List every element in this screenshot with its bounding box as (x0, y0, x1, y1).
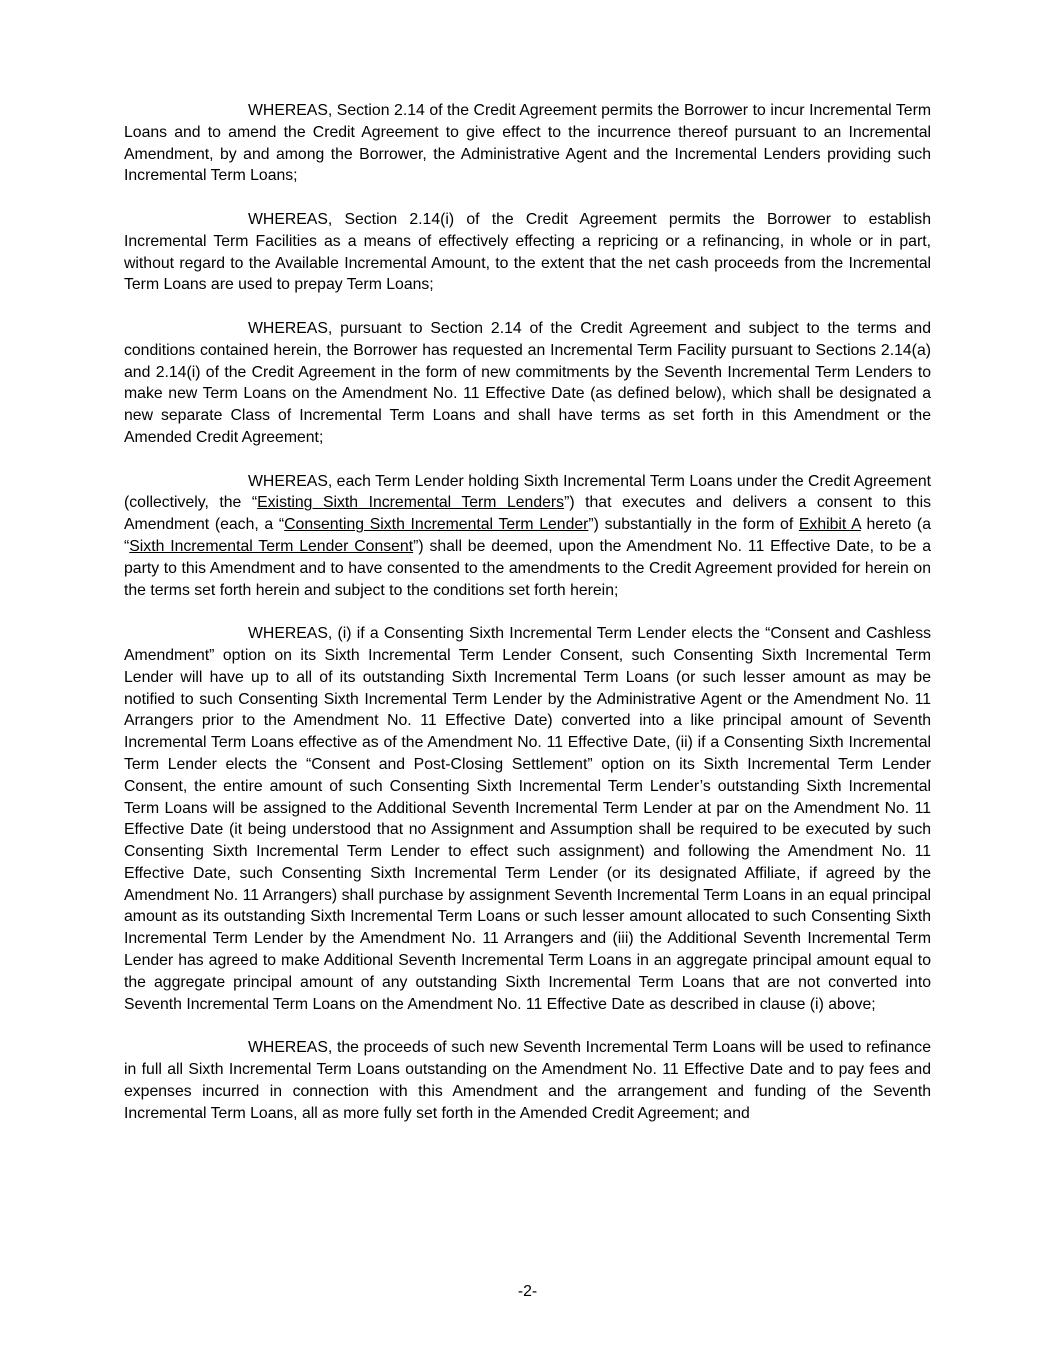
defined-term-consenting-lender: Consenting Sixth Incremental Term Lender (284, 516, 589, 534)
defined-term-lender-consent: Sixth Incremental Term Lender Consent (129, 537, 414, 555)
exhibit-reference: Exhibit A (798, 516, 861, 534)
text-segment: ”) that executes and delivers a consent to this Amendment (each, a “ (124, 494, 931, 534)
page-number: -2- (517, 1283, 538, 1300)
text-segment: WHEREAS, each Term Lender holding Sixth Incremental Term Loans under the Credit Agreement (collectively, the “ (124, 472, 931, 512)
text-segment: hereto (a “ (124, 516, 931, 555)
text-segment: ”) substantially in the form of (588, 516, 799, 534)
paragraph-conversion-options: WHEREAS, (i) if a Consenting Sixth Incremental Term Lender elects the “Consent and Cashless Amendment” option on its Sixth Incremental Term Lender Consent, such Consenting Sixth Incremental Term Lender will have up to all of its outstanding Sixth Incremental Term Loans (or such lesser amount as may be notified to such Consenting Sixth Incremental Term Lender by the Administrative Agent or the Amendment No. 11 Arrangers prior to the Amendment No. 11 Effective Date) converted into a like principal amount of Seventh Incremental Term Loans effective as of the Amendment No. 11 Effective Date, (ii) if a Consenting Sixth Incremental Term Lender elects the “Consent and Post-Closing Settlement” option on its Sixth Incremental Term Lender Consent, the entire amount of such Consenting Sixth Incremental Term Lender’s outstanding Sixth Incremental Term Loans will be assigned to the Additional Seventh Incremental Term Lender at par on the Amendment No. 11 Effective Date (it being understood that no Assignment and Assumption shall be required to be executed by such Consenting Sixth Incremental Term Lender to effect such assignment) and following the Amendment No. 11 Effective Date, such Consenting Sixth Incremental Term Lender (or its designated Affiliate, if agreed by the Amendment No. 11 Arrangers) shall purchase by assignment Seventh Incremental Term Loans in an equal principal amount as its outstanding Sixth Incremental Term Loans or such lesser amount allocated to such Consenting Sixth Incremental Term Lender by the Amendment No. 11 Arrangers and (iii) the Additional Seventh Incremental Term Lender has agreed to make Additional Seventh Incremental Term Loans in an aggregate principal amount equal to the aggregate principal amount of any outstanding Sixth Incremental Term Loans that are not converted into Seventh Incremental Term Loans on the Amendment No. 11 Effective Date as described in clause (i) above; (124, 625, 931, 1013)
defined-term-existing-lenders: Existing Sixth Incremental Term Lenders (257, 494, 565, 512)
paragraph-use-of-proceeds: WHEREAS, the proceeds of such new Seventh Incremental Term Loans will be used to refinance in full all Sixth Incremental Term Loans outstanding on the Amendment No. 11 Effective Date and to pay fees and expenses incurred in connection with this Amendment and the arrangement and funding of the Seventh Incremental Term Loans, all as more fully set forth in the Amended Credit Agreement; and (124, 1039, 931, 1122)
paragraph-incremental-request: WHEREAS, pursuant to Section 2.14 of the Credit Agreement and subject to the terms and conditions contained herein, the Borrower has requested an Incremental Term Facility pursuant to Sections 2.14(a) and 2.14(i) of the Credit Agreement in the form of new commitments by the Seventh Incremental Term Lenders to make new Term Loans on the Amendment No. 11 Effective Date (as defined below), which shall be designated a new separate Class of Incremental Term Loans and shall have terms as set forth in this Amendment or the Amended Credit Agreement; (124, 319, 931, 446)
paragraph-term-lender-consent (124, 471, 931, 602)
text-segment: ”) shall be deemed, upon the Amendment No. 11 Effective Date, to be a party to this Amendment and to have consented to the amendments to the Credit Agreement provided for herein on the terms set forth herein and subject to the conditions set forth herein; (124, 537, 931, 599)
paragraph-section-2-14-i: WHEREAS, Section 2.14(i) of the Credit Agreement permits the Borrower to establish Incremental Term Facilities as a means of effectively effecting a repricing or a refinancing, in whole or in part, without regard to the Available Incremental Amount, to the extent that the net cash proceeds from the Incremental Term Loans are used to prepay Term Loans; (124, 210, 931, 294)
document-body (124, 100, 931, 1146)
paragraph-section-2-14: WHEREAS, Section 2.14 of the Credit Agreement permits the Borrower to incur Incremental Term Loans and to amend the Credit Agreement to give effect to the incurrence thereof pursuant to an Incremental Amendment, by and among the Borrower, the Administrative Agent and the Incremental Lenders providing such Incremental Term Loans; (124, 102, 931, 185)
